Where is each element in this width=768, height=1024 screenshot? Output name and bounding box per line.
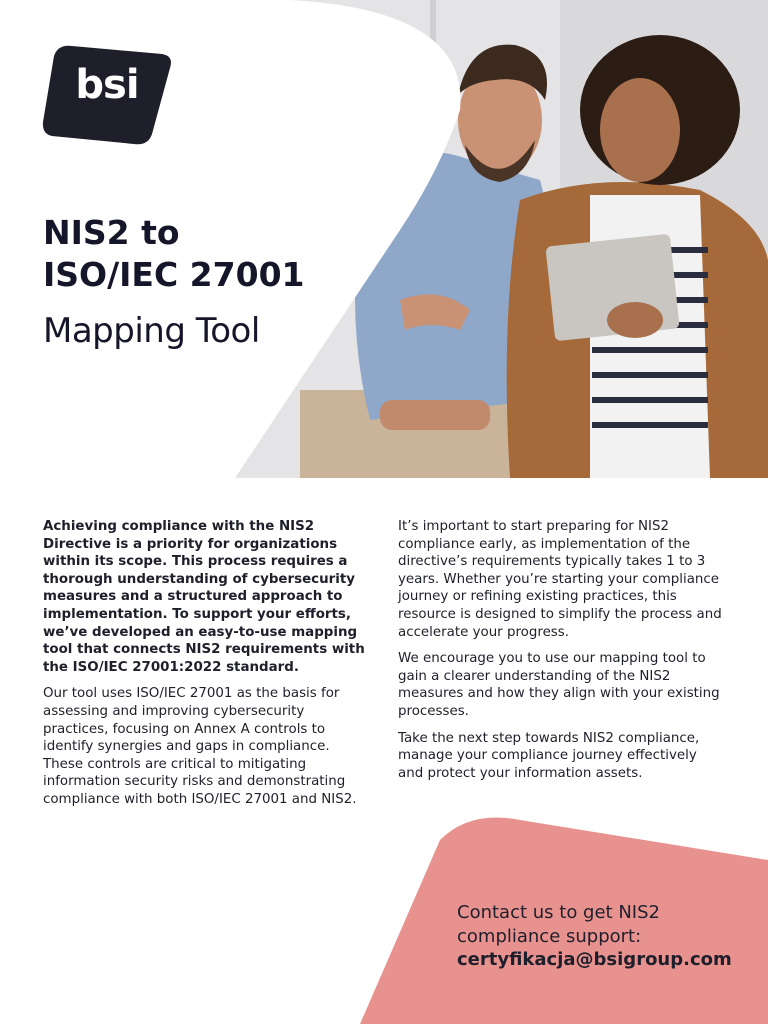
- logo-text: bsi: [75, 62, 139, 108]
- contact-block: [457, 901, 732, 972]
- contact-email-link[interactable]: certyfikacja@bsigroup.com: [457, 949, 732, 970]
- encourage-paragraph: We encourage you to use our mapping tool to gain a clearer understanding of the NIS2 measures and how they align with your existing processes.: [398, 651, 720, 719]
- contact-line-2: compliance support:: [457, 925, 642, 947]
- right-column: [398, 518, 723, 791]
- bsi-logo: [40, 42, 174, 148]
- tool-paragraph: Our tool uses ISO/IEC 27001 as the basis for assessing and improving cybersecurity practices, focusing on Annex A controls to identify synergies and gaps in compliance. These controls are critical to mitigating information security risks and demonstrating compliance with both ISO/IEC 27001 and NIS2.: [43, 686, 357, 807]
- lead-paragraph: Achieving compliance with the NIS2 Directive is a priority for organizations within its scope. This process requires a thorough understanding of cybersecurity measures and a structured approach to implementation. To support your efforts, we’ve developed an easy-to-use mapping tool that connects NIS2 requirements with the ISO/IEC 27001:2022 standard.: [43, 519, 365, 675]
- subtitle: Mapping Tool: [43, 311, 260, 351]
- title-line-1: NIS2 to: [43, 213, 180, 252]
- title-line-2: ISO/IEC 27001: [43, 255, 305, 294]
- contact-line-1: Contact us to get NIS2: [457, 902, 660, 923]
- left-column: [43, 518, 368, 818]
- prepare-paragraph: It’s important to start preparing for NIS2 compliance early, as implementation of the directive’s requirements typically takes 1 to 3 years. Whether you’re starting your compliance journey or refining existing practices, this resource is designed to simplify the process and accelerate your progress.: [398, 519, 722, 640]
- hero-banner: [0, 0, 768, 478]
- next-step-paragraph: Take the next step towards NIS2 compliance, manage your compliance journey effectively and protect your information assets.: [398, 730, 700, 781]
